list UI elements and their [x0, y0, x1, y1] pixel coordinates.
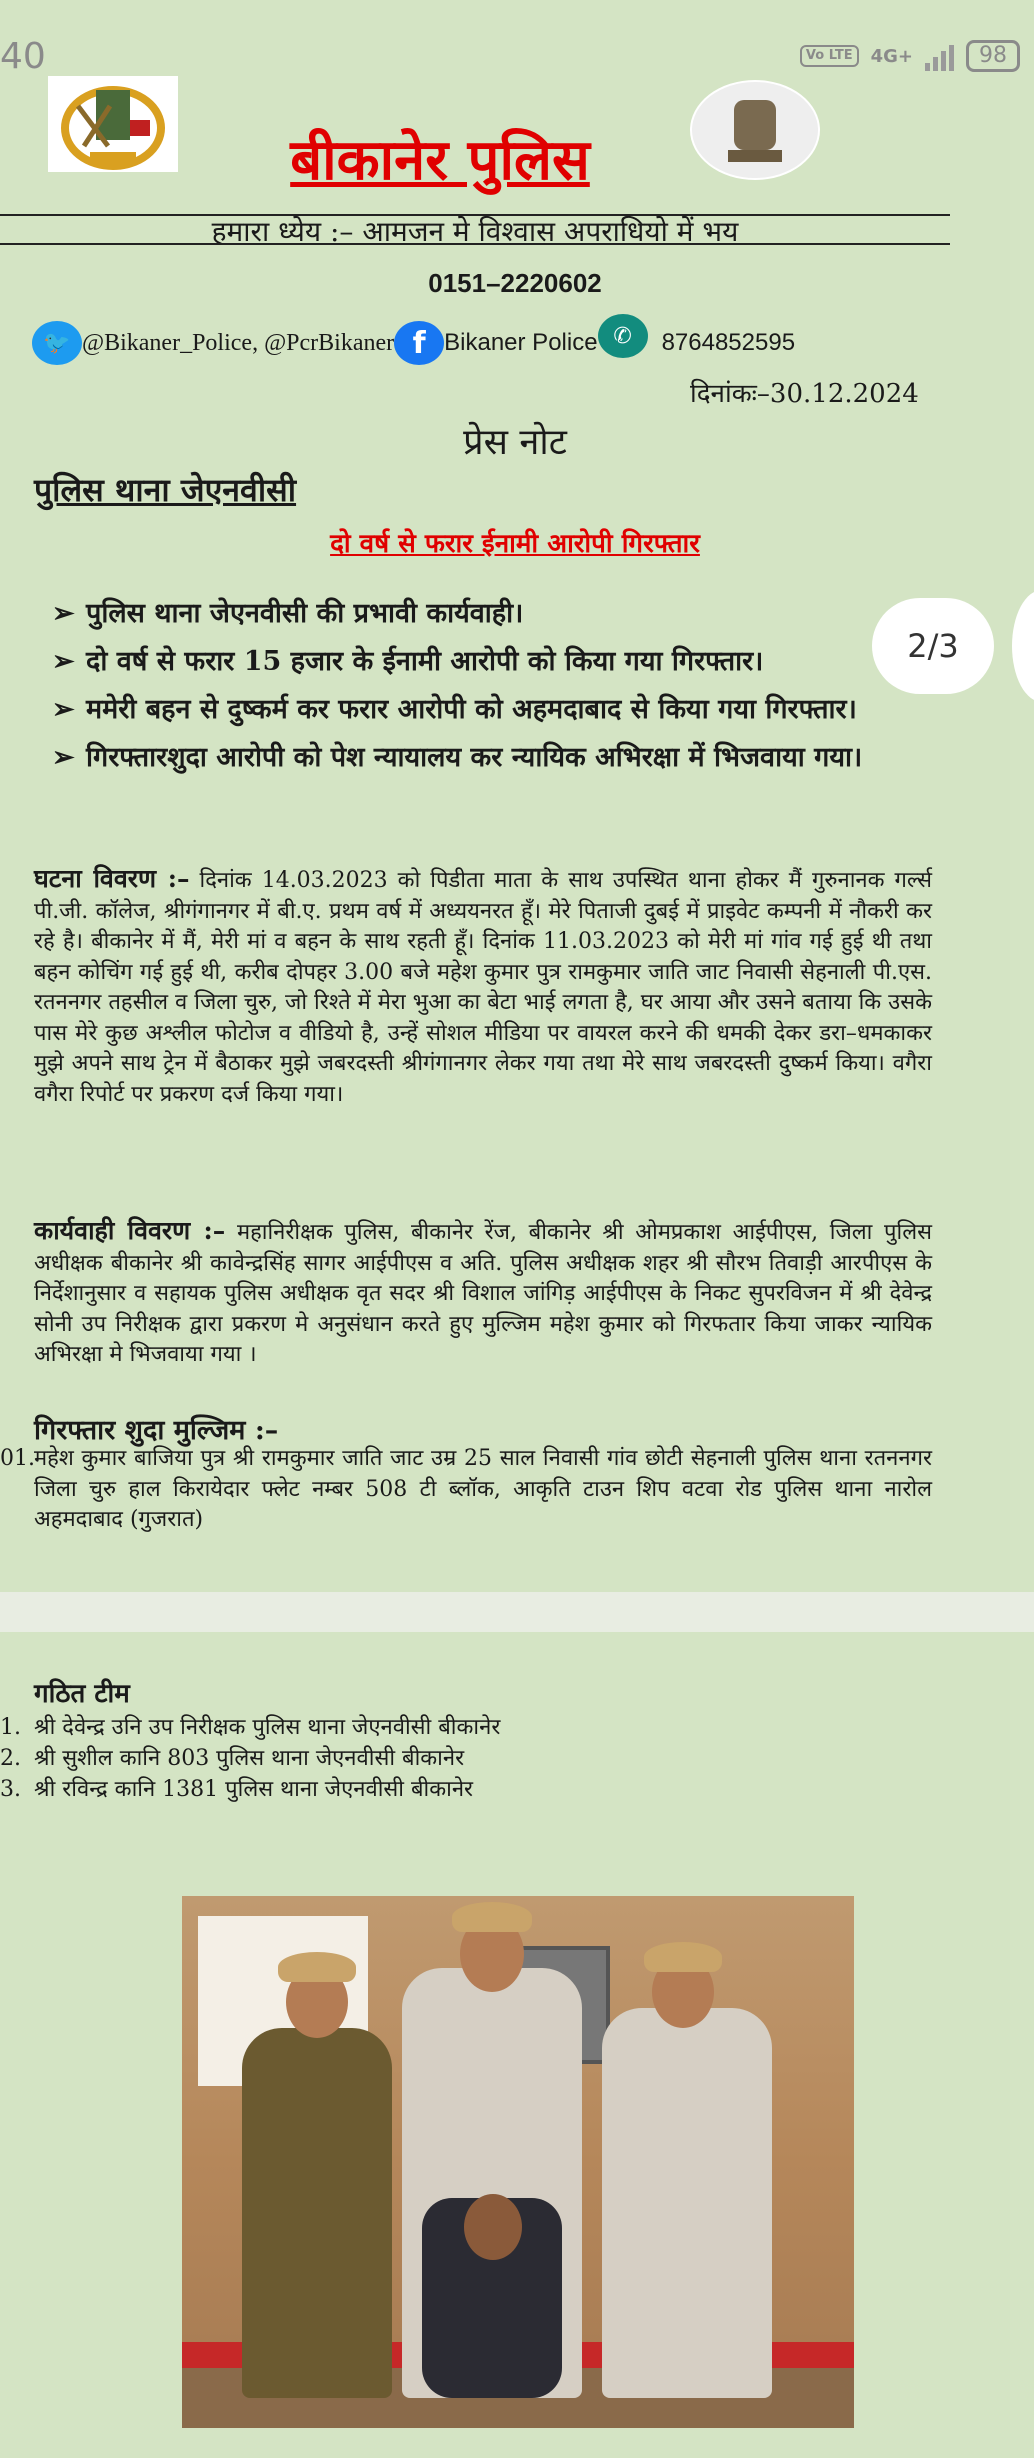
social-handles [32, 314, 795, 372]
divider [0, 243, 950, 245]
twitter-handles: @Bikaner_Police, @PcrBikaner [82, 329, 395, 356]
list-item: 3. श्री रविन्द्र कानि 1381 पुलिस थाना जेएनवीसी बीकानेर [0, 1777, 474, 1802]
arrested-heading: गिरफ्तार शुदा मुल्जिम :– [34, 1415, 279, 1446]
arrow-icon: ➢ [52, 694, 75, 725]
facebook-handle: Bikaner Police [444, 329, 598, 356]
action-details [34, 1216, 932, 1371]
team-heading: गठित टीम [34, 1679, 130, 1709]
list-item: ➢ गिरफ्तारशुदा आरोपी को पेश न्यायालय कर न्यायिक अभिरक्षा में भिजवाया गया। [52, 734, 932, 782]
list-item: ➢ दो वर्ष से फरार 15 हजार के ईनामी आरोपी को किया गया गिरफ्तार। [52, 638, 932, 686]
action-text: महानिरीक्षक पुलिस, बीकानेर रेंज, बीकानेर श्री ओमप्रकाश आईपीएस, जिला पुलिस अधीक्षक बीकानेर श्री कावेन्द्रसिंह सागर आईपीएस व अति. पुलिस अधीक्षक शहर श्री सौरभ तिवाड़ी आरपीएस के निर्देशानुसार व सहायक पुलिस अधीक्षक वृत सदर श्री विशाल जांगिड़ आईपीएस के निकट सुपरविजन में श्री देवेन्द्र सोनी उप निरीक्षक द्वारा प्रकरण मे अनुसंधान करते हुए मुल्जिम महेश कुमार को गिरफतार किया जाकर न्यायिक अभिरक्षा मे भिजवाया गया । [34, 1220, 932, 1367]
national-emblem-logo [690, 80, 820, 180]
accused-head [464, 2194, 522, 2260]
press-note-heading: प्रेस नोट [463, 422, 567, 463]
station-name: पुलिस थाना जेएनवीसी [34, 471, 297, 509]
arrested-number: 01. [0, 1446, 35, 1471]
page-separator [0, 1592, 1034, 1632]
arrested-details [0, 1444, 932, 1536]
next-page-button[interactable] [1012, 590, 1034, 702]
list-item: ➢ ममेरी बहन से दुष्कर्म कर फरार आरोपी को अहमदाबाद से किया गया गिरफ्तार। [52, 686, 932, 734]
status-icons [800, 40, 1020, 72]
highlights-list [52, 590, 932, 782]
officer-cap [278, 1952, 356, 1982]
officer-cap [452, 1902, 532, 1932]
battery-icon: 98 [966, 40, 1020, 72]
list-item: 2. श्री सुशील कानि 803 पुलिस थाना जेएनवीसी बीकानेर [0, 1746, 465, 1771]
status-time: 40 [0, 36, 46, 77]
team-list [0, 1712, 500, 1805]
volte-icon: Vo LTE [800, 45, 859, 67]
officer-figure [602, 2008, 772, 2398]
incident-details [34, 864, 932, 1110]
network-type: 4G+ [870, 45, 913, 67]
arrow-icon: ➢ [52, 598, 75, 629]
arrow-icon: ➢ [52, 742, 75, 773]
page-indicator[interactable]: 2/3 [872, 598, 994, 694]
arrow-icon: ➢ [52, 646, 75, 677]
incident-label: घटना विवरण :– [34, 864, 190, 893]
officer-cap [644, 1942, 722, 1972]
arrested-text: महेश कुमार बाजिया पुत्र श्री रामकुमार जाति जाट उम्र 25 साल निवासी गांव छोटी सेहनाली पुलिस थाना रतननगर जिला चुरु हाल किरायेदार फ्लेट नम्बर 508 टी ब्लॉक, आकृति टाउन शिप वटवा रोड पुलिस थाना नारोल अहमदाबाद (गुजरात) [34, 1446, 932, 1532]
whatsapp-icon: ✆ [598, 314, 648, 358]
page-title: बीकानेर पुलिस [290, 127, 590, 193]
list-item: ➢ पुलिस थाना जेएनवीसी की प्रभावी कार्यवाही। [52, 590, 932, 638]
incident-text: दिनांक 14.03.2023 को पिडीता माता के साथ उपस्थित थाना होकर मैं गुरुनानक गर्ल्स पी.जी. कॉलेज, श्रीगंगानगर में बी.ए. प्रथम वर्ष में अध्ययनरत हूँ। मेरे पिताजी दुबई में प्राइवेट कम्पनी में नौकरी कर रहे है। बीकानेर में मैं, मेरी मां व बहन के साथ रहती हूँ। दिनांक 11.03.2023 को मेरी मां गांव गई हुई थी तथा बहन कोचिंग गई हुई थी, करीब दोपहर 3.00 बजे महेश कुमार पुत्र रामकुमार जाति जाट निवासी सेहनाली पी.एस. रतननगर तहसील व जिला चुरु, जो रिश्ते में मेरा भुआ का बेटा भाई लगता है, घर आया और उसने बताया कि उसके पास मेरे कुछ अश्लील फोटोज व वीडियो है, उन्हें सोशल मीडिया पर वायरल करने की धमकी देकर डरा–धमकाकर मुझे अपने साथ ट्रेन में बैठाकर मुझे जबरदस्ती श्रीगंगानगर लेकर गया तथा मेरे साथ जबरदस्ती दुष्कर्म किया। वगैरा वगैरा रिपोर्ट पर प्रकरण दर्ज किया गया। [34, 868, 932, 1107]
facebook-icon: f [394, 321, 444, 365]
list-item: 1. श्री देवेन्द्र उनि उप निरीक्षक पुलिस थाना जेएनवीसी बीकानेर [0, 1715, 501, 1740]
arrest-photo [182, 1896, 854, 2428]
signal-icon [925, 41, 954, 71]
whatsapp-number: 8764852595 [661, 329, 796, 356]
news-subheading: दो वर्ष से फरार ईनामी आरोपी गिरफ्तार [330, 529, 700, 559]
action-label: कार्यवाही विवरण :– [34, 1216, 226, 1245]
officer-figure [242, 2028, 392, 2398]
motto: हमारा ध्येय :– आमजन मे विश्वास अपराधियो में भय [211, 215, 739, 248]
twitter-icon: 🐦 [32, 321, 82, 365]
press-date: दिनांकः–30.12.2024 [690, 379, 919, 409]
phone-number: 0151–2220602 [428, 268, 602, 298]
